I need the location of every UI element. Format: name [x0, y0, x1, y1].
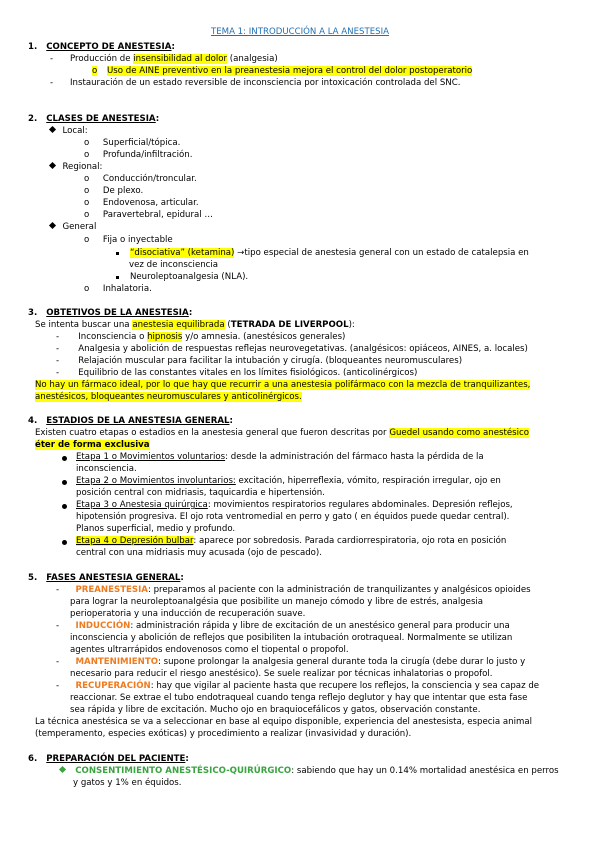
s4-stage-4: Etapa 4 o Depresión bulbar: aparece por sobredosis. Parada cardiorrespiratoria, ojo rota en posición [76, 536, 507, 546]
s5-phase-1-cont-2: perioperatoria y una inducción de recuperación suave. [70, 609, 306, 619]
section-2-heading: 2. CLASES DE ANESTESIA: [28, 114, 160, 124]
s4-intro-line-1: Existen cuatro etapas o estadios en la anestesia general que fueron descritas por Guedel usando como anestésico [35, 428, 529, 438]
s1-item-1: Producción de insensibilidad al dolor (analgesia) [70, 54, 278, 64]
s2-local-item-1: o Superficial/tópica. [84, 138, 181, 148]
document-title: TEMA 1: INTRODUCCIÓN A LA ANESTESIA [210, 27, 390, 37]
s2-nla: Neuroleptoanalgesia (NLA). [116, 272, 248, 284]
s1-item-2: Instauración de un estado reversible de inconsciencia por intoxicación controlada del SNC. [70, 78, 461, 88]
s5-outro-line-2: (temperamento, especies exóticas) y procedimiento a realizar (invasividad y duración). [35, 729, 412, 739]
s3-note-line-1: No hay un fármaco ideal, por lo que hay que recurrir a una anestesia polifármaco con la mezcla de tranquilizantes, [35, 380, 531, 390]
section-3-heading: 3. OBTETIVOS DE LA ANESTESIA: [28, 308, 193, 318]
bullet-dot-icon [62, 456, 67, 461]
s5-phase-2-cont: inconsciencia y abolición de reflejos que posibiliten la intubación orotraqueal. Normalmente se utilizan [70, 633, 513, 643]
s5-phase-4: - RECUPERACIÓN: hay que vigilar al paciente hasta que recupere los reflejos, la consciencia y sea capaz de [56, 681, 540, 691]
s2-local: Local: [50, 126, 88, 138]
s5-phase-1: - PREANESTESIA: preparamos al paciente con la administración de tranquilizantes y analgésicos opioides [56, 585, 531, 595]
s2-regional: Regional: [50, 162, 102, 174]
s5-outro-line-1: La técnica anestésica se va a seleccionar en base al equipo disponible, experiencia del anestesista, especia animal [35, 717, 532, 727]
s2-regional-item-1: o Conducción/troncular. [84, 174, 197, 184]
s2-general: General [50, 222, 96, 234]
section-5-heading: 5. FASES ANESTESIA GENERAL: [28, 573, 184, 583]
s3-item-1: - Inconsciencia o hipnosis y/o amnesia. (anestésicos generales) [56, 332, 346, 342]
s3-item-2: - Analgesia y abolición de respuestas reflejas neurovegetativas. (analgésicos: opiáceos, AINES, a. locales) [56, 344, 528, 354]
s6-item: CONSENTIMIENTO ANESTÉSICO-QUIRÚRGICO: sabiendo que hay un 0.14% mortalidad anestésica en perros [60, 766, 559, 778]
s4-stage-1-cont: inconsciencia. [76, 464, 137, 474]
s5-phase-1-cont: para lograr la neuroleptoanalgésia que posibilite un manejo cómodo y libre de estrés, analgesia [70, 597, 484, 607]
bullet-dot-icon [62, 480, 67, 485]
section-6-heading: 6. PREPARACIÓN DEL PACIENTE: [28, 754, 189, 764]
diamond-bullet-icon [49, 222, 56, 229]
s2-fija: o Fija o inyectable [84, 235, 173, 245]
s4-stage-3-cont-2: Planos superficial, medio y profundo. [76, 524, 236, 534]
s5-phase-4-cont: reaccionar. Se extrae el tubo endotraqueal cuando tenga reflejo deglutor y hay que intentar que esta fase [70, 693, 528, 703]
s5-phase-3: - MANTENIMIENTO: supone prolongar la analgesia general durante toda la cirugía (debe durar lo justo y [56, 657, 526, 667]
s3-item-4: - Equilibrio de las constantes vitales en los límites fisiológicos. (anticolinérgicos) [56, 368, 418, 378]
s1-subitem-aine: Uso de AINE preventivo en la preanestesia mejora el control del dolor postoperatorio [107, 66, 473, 76]
s3-intro: Se intenta buscar una anestesia equilibrada (TETRADA DE LIVERPOOL): [35, 320, 355, 330]
section-4-heading: 4. ESTADIOS DE LA ANESTESIA GENERAL: [28, 416, 233, 426]
s2-inhalatoria: o Inhalatoria. [84, 284, 152, 294]
s4-intro-line-2: éter de forma exclusiva [35, 440, 150, 450]
s2-local-item-2: o Profunda/infiltración. [84, 150, 193, 160]
s3-note-line-2: anestésicos, bloqueantes neuromusculares y anticolinérgicos. [35, 392, 302, 402]
s2-regional-item-3: o Endovenosa, articular. [84, 198, 199, 208]
s1-subitem-marker: o [92, 66, 98, 76]
square-bullet-icon [116, 276, 119, 279]
s4-stage-1: Etapa 1 o Movimientos voluntarios: desde la administración del fármaco hasta la pérdida de la [76, 452, 484, 462]
s4-stage-4-cont: central con una midriasis muy acusada (ojo de pescado). [76, 548, 323, 558]
s2-regional-item-4: o Paravertebral, epidural … [84, 210, 213, 220]
bullet-dot-icon [62, 504, 67, 509]
diamond-bullet-icon [49, 126, 56, 133]
square-bullet-icon [116, 252, 119, 255]
s2-disociativa: “disociativa” (ketamina) →tipo especial de anestesia general con un estado de catalepsia en [116, 248, 529, 260]
s4-stage-3-cont: hipotensión progresiva. El ojo rota ventromedial en perro y gato ( en équidos puede quedar central). [76, 512, 510, 522]
s2-regional-item-2: o De plexo. [84, 186, 144, 196]
s3-item-3: - Relajación muscular para facilitar la intubación y cirugía. (bloqueantes neuromusculares) [56, 356, 463, 366]
s1-dash-2: - [50, 78, 54, 88]
s4-stage-2: Etapa 2 o Movimientos involuntarios: excitación, hiperreflexia, vómito, respiración irregular, ojo en [76, 476, 501, 486]
diamond-bullet-icon [49, 162, 56, 169]
s5-phase-2: - INDUCCIÓN: administración rápida y libre de excitación de un anestésico general para producir una [56, 621, 510, 631]
s2-disociativa-cont: vez de inconsciencia [129, 260, 219, 270]
s6-item-cont: y gatos y 1% en équidos. [73, 778, 182, 788]
section-1-heading: 1. CONCEPTO DE ANESTESIA: [28, 42, 175, 52]
bullet-dot-icon [62, 540, 67, 545]
s4-stage-2-cont: posición central con midriasis, taquicardia e hipertensión. [76, 488, 325, 498]
s5-phase-4-cont-2: sea rápida y libre de excitación. Mucho ojo en braquiocefálicos y gatos, observación constante. [70, 705, 481, 715]
s4-stage-3: Etapa 3 o Anestesia quirúrgica: movimientos respiratorios regulares abdominales. Depresión reflejos, [76, 500, 513, 510]
s5-phase-3-cont: necesario para reducir el riesgo anestésico). Se suele realizar por técnicas inhalatorias o propofol. [70, 669, 493, 679]
s5-phase-2-cont-2: agentes ultrarrápidos endovenosos como el tiopental o propofol. [70, 645, 349, 655]
s1-dash-1: - [50, 54, 54, 64]
diamond-bullet-icon [59, 766, 66, 773]
